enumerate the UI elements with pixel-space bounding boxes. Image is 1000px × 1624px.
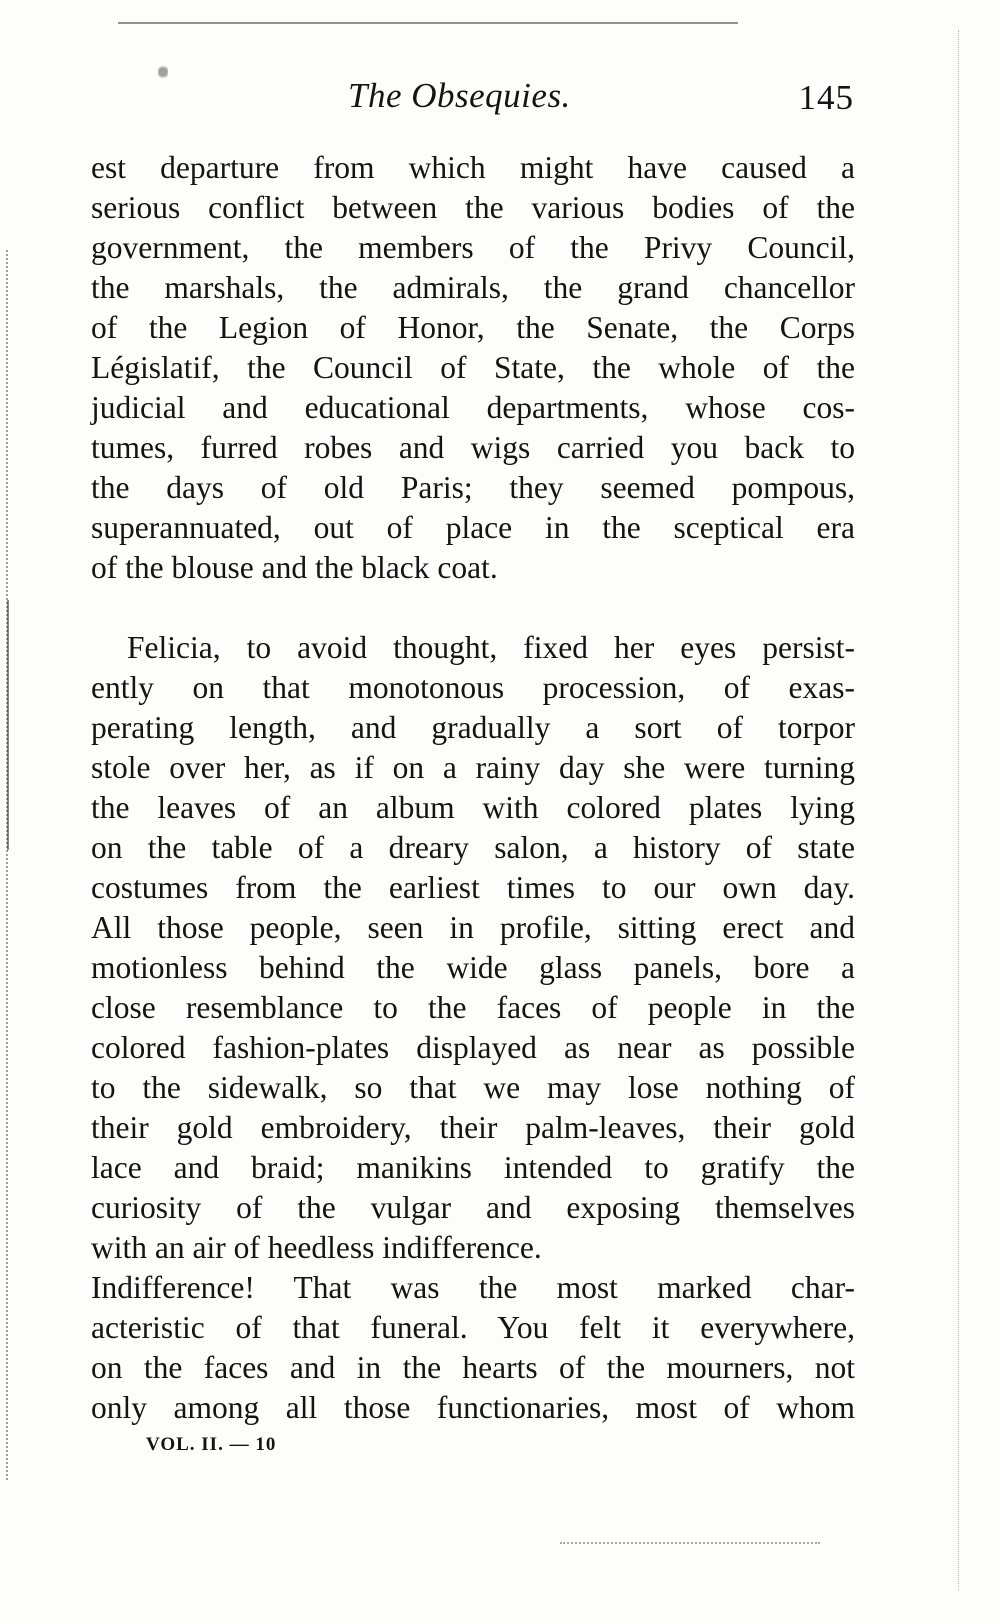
text-line: superannuated, out of place in the sceptical era xyxy=(91,510,855,545)
text-line: with an air of heedless indifference. xyxy=(91,1230,542,1265)
text-line: judicial and educational departments, whose cos- xyxy=(91,390,855,425)
paragraph-first-line: Felicia, to avoid thought, fixed her eyes persist- xyxy=(127,630,855,665)
text-line: tumes, furred robes and wigs carried you back to xyxy=(91,430,855,465)
page-number: 145 xyxy=(798,78,854,117)
text-line: acteristic of that funeral. You felt it everywhere, xyxy=(91,1310,855,1345)
text-line: close resemblance to the faces of people in the xyxy=(91,990,855,1025)
text-line: stole over her, as if on a rainy day she were turning xyxy=(91,750,855,785)
paragraph-gap xyxy=(91,588,855,628)
scan-right-edge xyxy=(958,30,961,1590)
text-line: the marshals, the admirals, the grand chancellor xyxy=(91,270,855,305)
signature-mark: VOL. II. — 10 xyxy=(146,1434,277,1455)
text-line: curiosity of the vulgar and exposing themselves xyxy=(91,1190,855,1225)
scan-left-edge xyxy=(6,250,11,1480)
scan-top-rule xyxy=(118,22,738,24)
text-line: their gold embroidery, their palm-leaves, their gold xyxy=(91,1110,855,1145)
text-line: Indifference! That was the most marked char- xyxy=(91,1270,855,1305)
text-line: All those people, seen in profile, sitting erect and xyxy=(91,910,855,945)
text-line: lace and braid; manikins intended to gratify the xyxy=(91,1150,855,1185)
text-line: of the blouse and the black coat. xyxy=(91,550,498,585)
text-line: est departure from which might have caused a xyxy=(91,150,855,185)
text-line: only among all those functionaries, most of whom xyxy=(91,1390,855,1425)
text-line: serious conflict between the various bodies of the xyxy=(91,190,855,225)
text-line: of the Legion of Honor, the Senate, the Corps xyxy=(91,310,855,345)
text-line: motionless behind the wide glass panels, bore a xyxy=(91,950,855,985)
text-line: on the table of a dreary salon, a history of state xyxy=(91,830,855,865)
text-line: perating length, and gradually a sort of torpor xyxy=(91,710,855,745)
text-line: colored fashion-plates displayed as near as possible xyxy=(91,1030,855,1065)
text-line: government, the members of the Privy Council, xyxy=(91,230,855,265)
text-line: on the faces and in the hearts of the mourners, not xyxy=(91,1350,855,1385)
text-line: costumes from the earliest times to our own day. xyxy=(91,870,855,905)
running-head xyxy=(90,76,856,126)
scan-left-edge-shadow xyxy=(7,600,9,850)
body-text xyxy=(91,148,855,1428)
text-line: to the sidewalk, so that we may lose nothing of xyxy=(91,1070,855,1105)
running-title: The Obsequies. xyxy=(348,76,571,115)
scan-bottom-specks xyxy=(560,1542,820,1552)
text-line: ently on that monotonous procession, of exas- xyxy=(91,670,855,705)
text-line: the days of old Paris; they seemed pompous, xyxy=(91,470,855,505)
text-line: Législatif, the Council of State, the whole of the xyxy=(91,350,855,385)
text-line: the leaves of an album with colored plates lying xyxy=(91,790,855,825)
